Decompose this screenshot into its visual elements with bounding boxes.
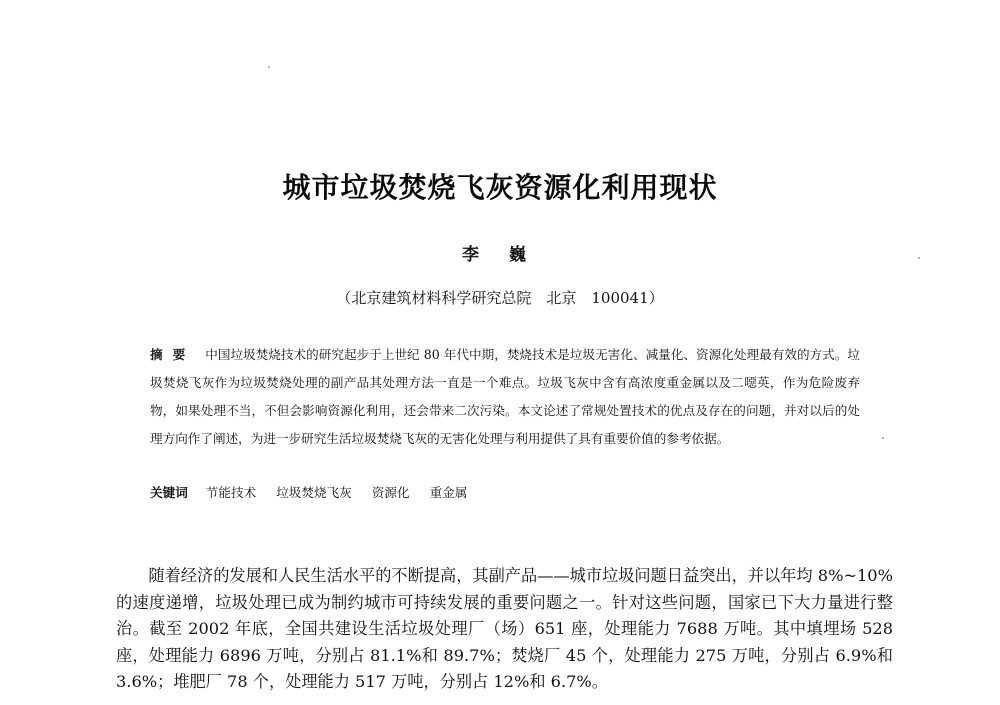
keyword-item: 垃圾焚烧飞灰 [276, 485, 352, 500]
keyword-item: 节能技术 [205, 485, 257, 500]
paper-title: 城市垃圾焚烧飞灰资源化利用现状 [282, 171, 718, 204]
keyword-item: 资源化 [371, 485, 410, 500]
author-affiliation: （北京建筑材料科学研究总院 北京 100041） [336, 289, 664, 307]
keywords [150, 481, 860, 505]
keyword-item: 重金属 [429, 485, 468, 500]
scan-speck [268, 66, 270, 68]
keywords-label: 关键词 [150, 485, 188, 500]
abstract-text: 中国垃圾焚烧技术的研究起步于上世纪 80 年代中期，焚烧技术是垃圾无害化、减量化、资源化处理最有效的方式。垃圾焚烧飞灰作为垃圾焚烧处理的副产品其处理方法一直是一个难点。垃圾飞灰中含有高浓度重金属以及二噁英，作为危险废弃物，如果处理不当，不但会影响资源化利用，还会带来二次污染。本文论述了常规处置技术的优点及存在的问题，并对以后的处理方向作了阐述，为进一步研究生活垃圾焚烧飞灰的无害化处理与利用提供了具有重要价值的参考依据。 [150, 347, 860, 446]
abstract [150, 341, 860, 453]
body-paragraph: 随着经济的发展和人民生活水平的不断提高，其副产品——城市垃圾问题日益突出，并以年均 8%~10%的速度递增，垃圾处理已成为制约城市可持续发展的重要问题之一。针对这些问题，国家已下大力量进行整治。截至 2002 年底，全国共建设生活垃圾处理厂（场）651 座，处理能力 7688 万吨。其中填埋场 528 座，处理能力 6896 万吨，分别占 81.1%和 89.7%；焚烧厂 45 个，处理能力 275 万吨，分别占 6.9%和 3.6%；堆肥厂 78 个，处理能力 517 万吨，分别占 12%和 6.7%。 [116, 566, 893, 691]
author-name: 李 巍 [462, 245, 538, 265]
scan-speck [882, 437, 884, 439]
abstract-label: 摘要 [150, 347, 196, 362]
